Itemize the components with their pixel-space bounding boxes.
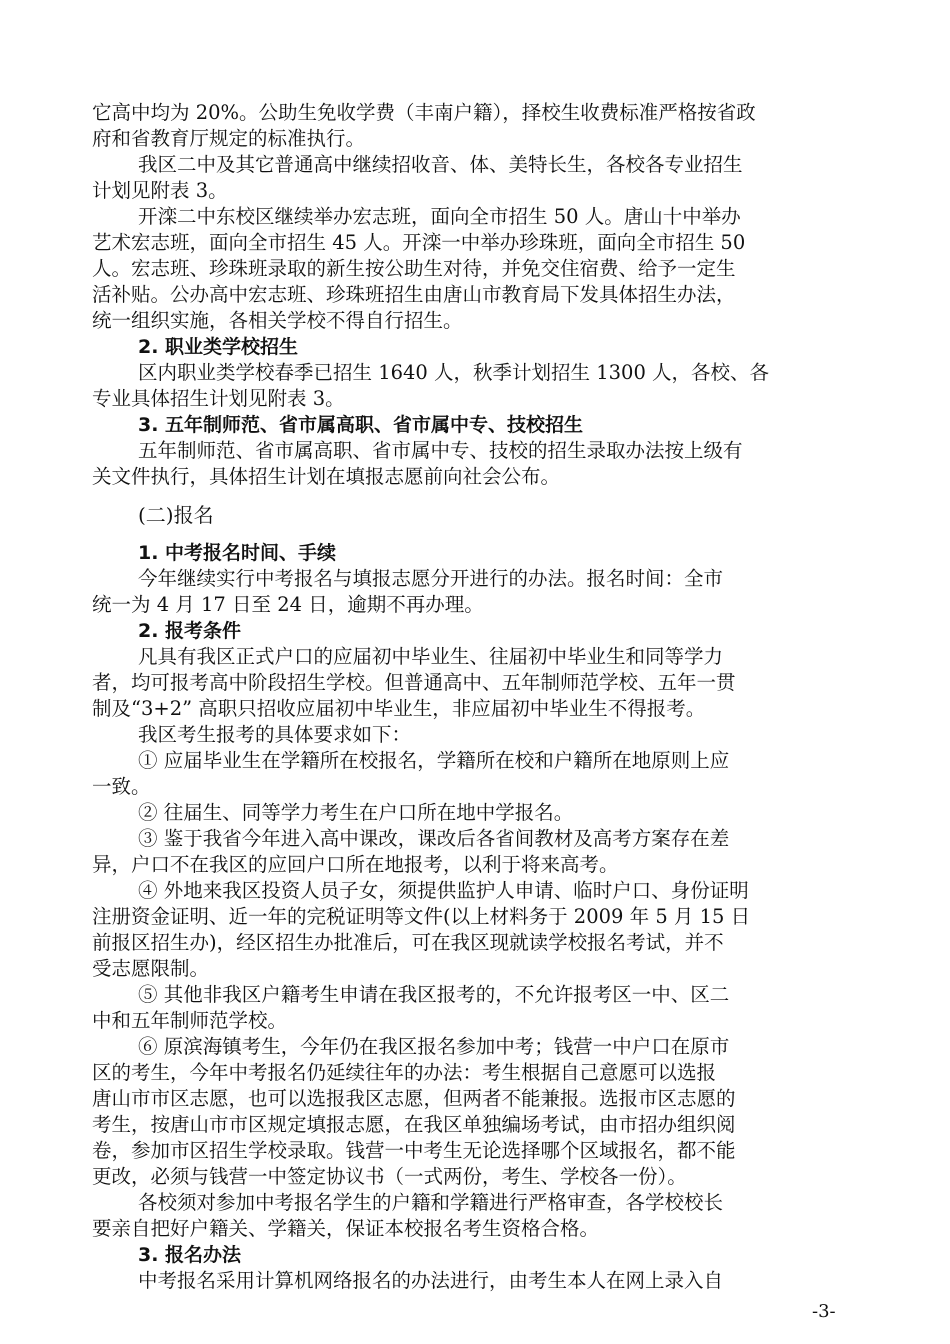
- text-line: 受志愿限制。: [92, 957, 210, 980]
- section-heading: 3. 报名办法: [138, 1244, 242, 1266]
- text-line: ⑤ 其他非我区户籍考生申请在我区报考的，不允许报考区一中、区二: [138, 983, 730, 1006]
- text-line: ① 应届毕业生在学籍所在校报名，学籍所在校和户籍所在地原则上应: [138, 749, 730, 772]
- text-line: 区内职业类学校春季已招生 1640 人，秋季计划招生 1300 人，各校、各: [138, 361, 770, 384]
- text-line: ⑥ 原滨海镇考生，今年仍在我区报名参加中考；钱营一中户口在原市: [138, 1035, 730, 1058]
- section-heading: 2. 报考条件: [138, 620, 242, 642]
- text-line: 者，均可报考高中阶段招生学校。但普通高中、五年制师范学校、五年一贯: [92, 671, 736, 694]
- text-line: 中和五年制师范学校。: [92, 1009, 288, 1032]
- page-number: -3-: [812, 1301, 836, 1322]
- text-line: 统一为 4 月 17 日至 24 日，逾期不再办理。: [92, 593, 484, 616]
- section-heading: 1. 中考报名时间、手续: [138, 542, 337, 564]
- text-line: 开滦二中东校区继续举办宏志班，面向全市招生 50 人。唐山十中举办: [138, 205, 741, 228]
- text-line: ② 往届生、同等学力考生在户口所在地中学报名。: [138, 801, 574, 824]
- text-line: 各校须对参加中考报名学生的户籍和学籍进行严格审查，各学校校长: [138, 1191, 724, 1214]
- text-line: ④ 外地来我区投资人员子女，须提供监护人申请、临时户口、身份证明: [138, 879, 749, 902]
- text-line: 一致。: [92, 775, 151, 798]
- text-line: 人。宏志班、珍珠班录取的新生按公助生对待，并免交住宿费、给予一定生: [92, 257, 736, 280]
- text-line: 府和省教育厅规定的标准执行。: [92, 127, 366, 150]
- text-line: 计划见附表 3。: [92, 179, 228, 202]
- section-heading: 2. 职业类学校招生: [138, 336, 299, 358]
- text-line: 中考报名采用计算机网络报名的办法进行，由考生本人在网上录入自: [138, 1269, 724, 1292]
- text-line: 活补贴。公办高中宏志班、珍珠班招生由唐山市教育局下发具体招生办法，: [92, 283, 736, 306]
- text-line: 凡具有我区正式户口的应届初中毕业生、往届初中毕业生和同等学力: [138, 645, 724, 668]
- text-line: 我区考生报考的具体要求如下：: [138, 723, 412, 746]
- text-line: 五年制师范、省市属高职、省市属中专、技校的招生录取办法按上级有: [138, 439, 743, 462]
- text-line: 它高中均为 20%。公助生免收学费（丰南户籍），择校生收费标准严格按省政: [92, 101, 756, 124]
- text-line: 统一组织实施，各相关学校不得自行招生。: [92, 309, 463, 332]
- text-line: 卷，参加市区招生学校录取。钱营一中考生无论选择哪个区域报名，都不能: [92, 1139, 736, 1162]
- text-line: 唐山市市区志愿，也可以选报我区志愿，但两者不能兼报。选报市区志愿的: [92, 1087, 736, 1110]
- text-line: ③ 鉴于我省今年进入高中课改，课改后各省间教材及高考方案存在差: [138, 827, 730, 850]
- text-line: 关文件执行，具体招生计划在填报志愿前向社会公布。: [92, 465, 561, 488]
- text-line: 我区二中及其它普通高中继续招收音、体、美特长生，各校各专业招生: [138, 153, 743, 176]
- text-line: 专业具体招生计划见附表 3。: [92, 387, 345, 410]
- text-line: 艺术宏志班，面向全市招生 45 人。开滦一中举办珍珠班，面向全市招生 50: [92, 231, 746, 254]
- text-line: 区的考生，今年中考报名仍延续往年的办法：考生根据自己意愿可以选报: [92, 1061, 717, 1084]
- text-line: 考生，按唐山市市区规定填报志愿，在我区单独编场考试，由市招办组织阅: [92, 1113, 736, 1136]
- text-line: 要亲自把好户籍关、学籍关，保证本校报名考生资格合格。: [92, 1217, 600, 1240]
- text-line: 制及“3+2” 高职只招收应届初中毕业生，非应届初中毕业生不得报考。: [92, 697, 706, 720]
- section-title: (二)报名: [138, 503, 214, 527]
- section-heading: 3. 五年制师范、省市属高职、省市属中专、技校招生: [138, 414, 584, 436]
- text-line: 更改，必须与钱营一中签定协议书（一式两份，考生、学校各一份）。: [92, 1165, 687, 1188]
- text-line: 前报区招生办)，经区招生办批准后，可在我区现就读学校报名考试，并不: [92, 931, 724, 954]
- text-line: 注册资金证明、近一年的完税证明等文件(以上材料务于 2009 年 5 月 15 日: [92, 905, 751, 928]
- text-line: 异，户口不在我区的应回户口所在地报考，以利于将来高考。: [92, 853, 619, 876]
- text-line: 今年继续实行中考报名与填报志愿分开进行的办法。报名时间：全市: [138, 567, 724, 590]
